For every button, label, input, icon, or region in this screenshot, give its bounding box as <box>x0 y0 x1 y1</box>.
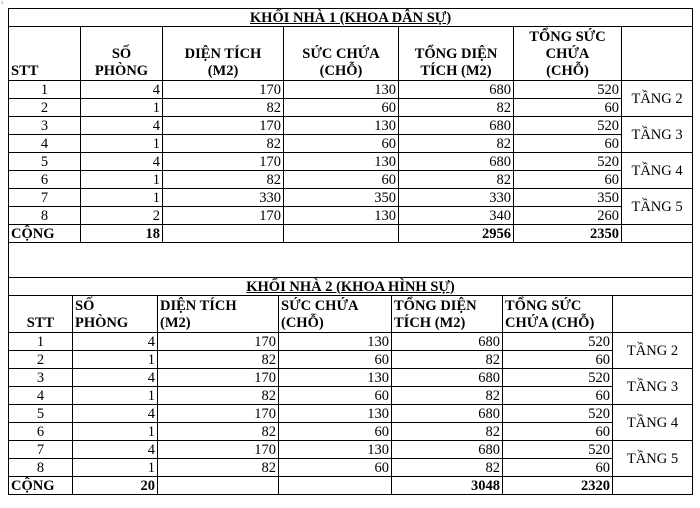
block1-total-blank <box>284 225 399 243</box>
table-row <box>9 351 693 369</box>
cell-area: 82 <box>163 171 284 189</box>
cell-stt: 3 <box>9 369 73 387</box>
cell-stt: 5 <box>9 405 73 423</box>
block1-header-stt: STT <box>9 27 81 81</box>
block2-title: KHỐI NHÀ 2 (KHOA HÌNH SỰ) <box>9 278 693 296</box>
cell-total-capacity: 60 <box>503 423 613 441</box>
cell-capacity: 60 <box>279 387 392 405</box>
cell-rooms: 4 <box>81 117 163 135</box>
cell-total-capacity: 520 <box>503 441 613 459</box>
cell-capacity: 60 <box>279 459 392 477</box>
cell-rooms: 4 <box>73 405 158 423</box>
block2-header-area: DIỆN TÍCH (M2) <box>158 296 279 333</box>
block2-header-total-area: TỔNG DIỆN TÍCH (M2) <box>392 296 503 333</box>
table-row <box>9 117 693 135</box>
table-row <box>9 459 693 477</box>
block2-total-blank <box>158 477 279 495</box>
block2-table <box>8 277 693 495</box>
block2-total-blank <box>279 477 392 495</box>
cell-total-capacity: 520 <box>514 117 622 135</box>
cell-rooms: 2 <box>81 207 163 225</box>
block1-header-capacity: SỨC CHỨA (CHỖ) <box>284 27 399 81</box>
table-row <box>9 135 693 153</box>
block1-header-area: DIỆN TÍCH (M2) <box>163 27 284 81</box>
table-row <box>9 387 693 405</box>
cell-rooms: 1 <box>73 351 158 369</box>
block2-total-label: CỘNG <box>9 477 73 495</box>
cell-total-area: 82 <box>399 171 514 189</box>
cell-stt: 6 <box>9 423 73 441</box>
cell-total-area: 680 <box>392 441 503 459</box>
cell-stt: 2 <box>9 351 73 369</box>
cell-total-capacity: 350 <box>514 189 622 207</box>
floor-label: TẦNG 3 <box>613 369 693 405</box>
block2-header-stt: STT <box>9 296 73 333</box>
floor-label: TẦNG 2 <box>613 333 693 369</box>
floor-label: TẦNG 5 <box>622 189 693 225</box>
cell-area: 82 <box>158 387 279 405</box>
cell-area: 82 <box>163 135 284 153</box>
cell-capacity: 130 <box>284 153 399 171</box>
block1-header-rooms: SỐ PHÒNG <box>81 27 163 81</box>
cell-total-area: 82 <box>392 387 503 405</box>
block1-title: KHỐI NHÀ 1 (KHOA DÂN SỰ) <box>9 9 693 27</box>
floor-label: TẦNG 4 <box>622 153 693 189</box>
cell-area: 82 <box>158 459 279 477</box>
cell-total-area: 330 <box>399 189 514 207</box>
block1-table <box>8 8 693 278</box>
table-row <box>9 189 693 207</box>
cell-capacity: 130 <box>279 333 392 351</box>
document-page <box>8 8 692 495</box>
block1-total-area: 2956 <box>399 225 514 243</box>
cell-stt: 1 <box>9 81 81 99</box>
floor-label: TẦNG 2 <box>622 81 693 117</box>
block1-total-rooms: 18 <box>81 225 163 243</box>
cell-capacity: 60 <box>279 423 392 441</box>
cell-rooms: 1 <box>81 135 163 153</box>
cell-capacity: 130 <box>284 117 399 135</box>
cell-rooms: 4 <box>81 153 163 171</box>
cell-capacity: 60 <box>284 171 399 189</box>
cell-area: 170 <box>163 153 284 171</box>
cell-area: 170 <box>158 441 279 459</box>
cell-stt: 7 <box>9 441 73 459</box>
cell-stt: 7 <box>9 189 81 207</box>
cell-capacity: 130 <box>284 81 399 99</box>
cell-rooms: 1 <box>73 387 158 405</box>
cell-area: 170 <box>163 207 284 225</box>
cell-total-capacity: 520 <box>503 405 613 423</box>
cell-area: 82 <box>163 99 284 117</box>
floor-label: TẦNG 3 <box>622 117 693 153</box>
cell-rooms: 1 <box>81 189 163 207</box>
block1-total-capacity: 2350 <box>514 225 622 243</box>
table-row <box>9 153 693 171</box>
cell-rooms: 4 <box>81 81 163 99</box>
floor-label: TẦNG 4 <box>613 405 693 441</box>
cell-capacity: 130 <box>279 369 392 387</box>
cell-area: 170 <box>158 405 279 423</box>
cell-total-capacity: 60 <box>503 387 613 405</box>
cell-stt: 5 <box>9 153 81 171</box>
table-row <box>9 81 693 99</box>
cell-stt: 3 <box>9 117 81 135</box>
cell-total-capacity: 520 <box>503 369 613 387</box>
floor-label: TẦNG 5 <box>613 441 693 477</box>
cell-stt: 6 <box>9 171 81 189</box>
cell-stt: 4 <box>9 135 81 153</box>
cell-total-area: 680 <box>399 81 514 99</box>
cell-total-capacity: 260 <box>514 207 622 225</box>
section-gap <box>9 243 693 278</box>
cell-total-capacity: 520 <box>514 153 622 171</box>
block2-header-capacity: SỨC CHỨA (CHỖ) <box>279 296 392 333</box>
cell-total-capacity: 60 <box>514 171 622 189</box>
cell-capacity: 130 <box>279 405 392 423</box>
table-row <box>9 333 693 351</box>
cell-area: 82 <box>158 423 279 441</box>
block1-header-blank <box>622 27 693 81</box>
cell-rooms: 4 <box>73 369 158 387</box>
cell-area: 170 <box>163 81 284 99</box>
cell-total-capacity: 60 <box>514 99 622 117</box>
cell-total-area: 680 <box>392 405 503 423</box>
cell-rooms: 4 <box>73 333 158 351</box>
cell-total-area: 680 <box>392 369 503 387</box>
cell-rooms: 1 <box>81 99 163 117</box>
table-row <box>9 441 693 459</box>
cell-total-capacity: 60 <box>503 351 613 369</box>
table-row <box>9 405 693 423</box>
cell-total-capacity: 60 <box>514 135 622 153</box>
cell-capacity: 60 <box>279 351 392 369</box>
cell-stt: 8 <box>9 459 73 477</box>
cell-total-area: 680 <box>392 333 503 351</box>
cell-total-area: 680 <box>399 117 514 135</box>
cell-total-area: 340 <box>399 207 514 225</box>
cell-total-area: 82 <box>392 459 503 477</box>
corner-mark: ² <box>1 0 4 8</box>
cell-area: 170 <box>163 117 284 135</box>
cell-area: 170 <box>158 333 279 351</box>
cell-total-capacity: 520 <box>503 333 613 351</box>
cell-total-capacity: 520 <box>514 81 622 99</box>
cell-stt: 4 <box>9 387 73 405</box>
cell-capacity: 60 <box>284 99 399 117</box>
cell-total-area: 82 <box>392 423 503 441</box>
table-row <box>9 369 693 387</box>
cell-rooms: 1 <box>73 459 158 477</box>
block2-total-area: 3048 <box>392 477 503 495</box>
cell-total-capacity: 60 <box>503 459 613 477</box>
cell-rooms: 1 <box>73 423 158 441</box>
cell-total-area: 82 <box>399 99 514 117</box>
cell-total-area: 82 <box>399 135 514 153</box>
table-row <box>9 171 693 189</box>
cell-area: 170 <box>158 369 279 387</box>
block1-total-blank <box>163 225 284 243</box>
cell-total-area: 82 <box>392 351 503 369</box>
table-row <box>9 423 693 441</box>
table-row <box>9 207 693 225</box>
block1-header-total-capacity: TỔNG SỨC CHỨA (CHỖ) <box>514 27 622 81</box>
cell-rooms: 4 <box>73 441 158 459</box>
block2-header-rooms: SỐ PHÒNG <box>73 296 158 333</box>
block1-header-total-area: TỔNG DIỆN TÍCH (M2) <box>399 27 514 81</box>
cell-capacity: 130 <box>284 207 399 225</box>
cell-stt: 8 <box>9 207 81 225</box>
block1-total-label: CỘNG <box>9 225 81 243</box>
cell-stt: 1 <box>9 333 73 351</box>
cell-total-area: 680 <box>399 153 514 171</box>
block2-total-capacity: 2320 <box>503 477 613 495</box>
cell-capacity: 60 <box>284 135 399 153</box>
cell-capacity: 350 <box>284 189 399 207</box>
block2-header-total-capacity: TỔNG SỨC CHỨA (CHỖ) <box>503 296 613 333</box>
block2-header-blank <box>613 296 693 333</box>
block1-total-blank <box>622 225 693 243</box>
cell-stt: 2 <box>9 99 81 117</box>
cell-area: 82 <box>158 351 279 369</box>
cell-area: 330 <box>163 189 284 207</box>
cell-capacity: 130 <box>279 441 392 459</box>
cell-rooms: 1 <box>81 171 163 189</box>
table-row <box>9 99 693 117</box>
block2-total-rooms: 20 <box>73 477 158 495</box>
block2-total-blank <box>613 477 693 495</box>
